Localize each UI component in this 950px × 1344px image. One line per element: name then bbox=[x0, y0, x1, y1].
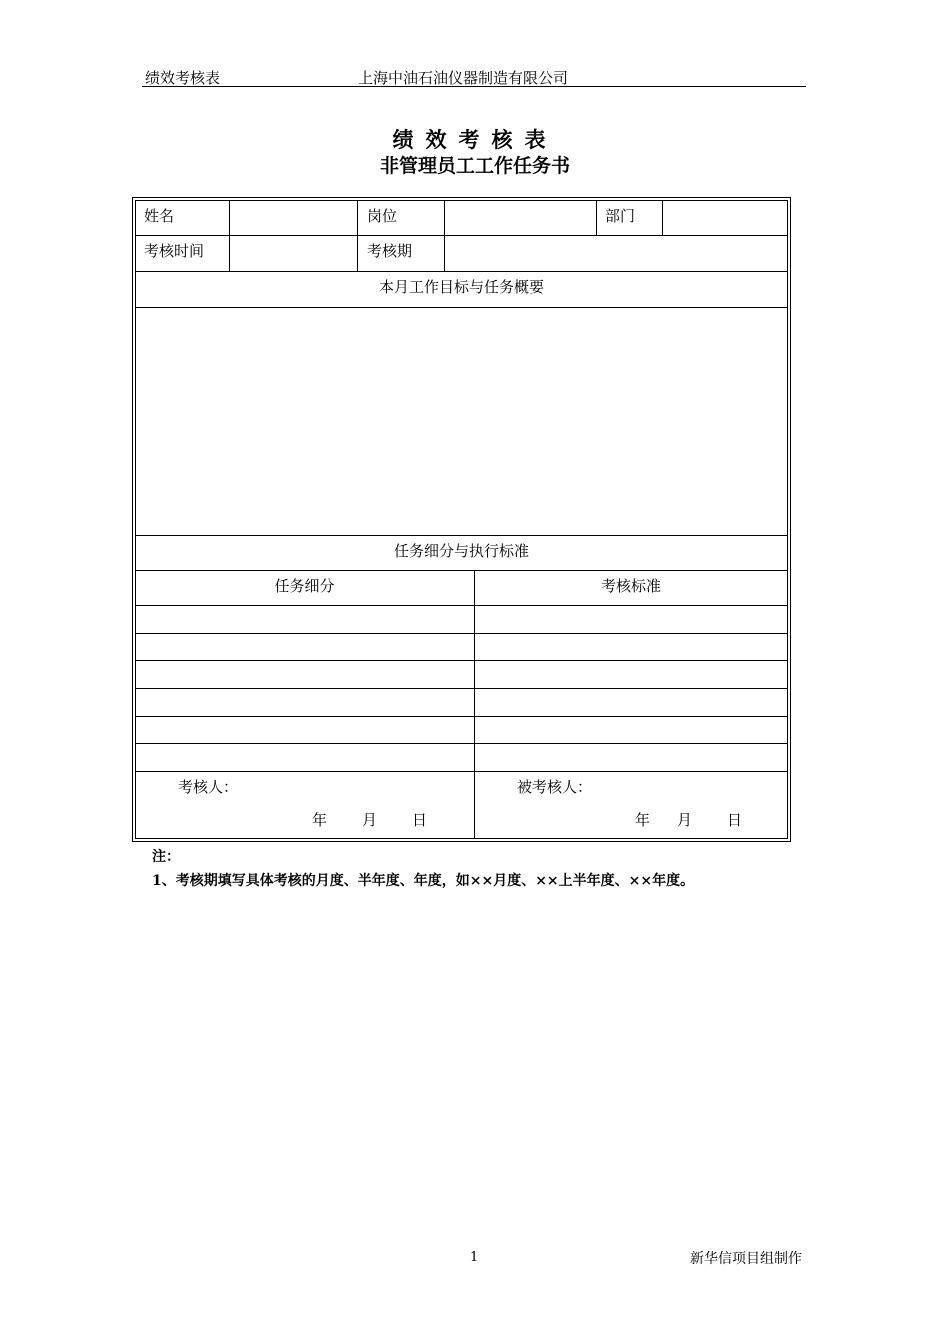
evaluator-year: 年 bbox=[312, 811, 328, 829]
form-title: 绩效考核表 bbox=[392, 127, 558, 152]
evaluator-month: 月 bbox=[362, 811, 378, 829]
row-divider bbox=[135, 271, 788, 272]
eval-period-label: 考核期 bbox=[367, 242, 413, 260]
row-divider bbox=[135, 307, 788, 308]
position-label: 岗位 bbox=[367, 207, 398, 225]
row-divider bbox=[135, 570, 788, 571]
column-divider bbox=[444, 200, 445, 271]
row-divider bbox=[135, 235, 788, 236]
row-divider bbox=[135, 633, 788, 634]
row-divider bbox=[135, 660, 788, 661]
row-divider bbox=[135, 743, 788, 744]
task-column-header: 任务细分 bbox=[274, 577, 335, 595]
header-rule bbox=[142, 86, 806, 87]
row-divider bbox=[135, 716, 788, 717]
monthly-goals-heading: 本月工作目标与任务概要 bbox=[378, 278, 544, 296]
header-left-title: 绩效考核表 bbox=[145, 69, 221, 87]
column-divider bbox=[596, 200, 597, 235]
evaluatee-month: 月 bbox=[677, 811, 693, 829]
evaluator-label: 考核人： bbox=[178, 778, 239, 796]
eval-time-label: 考核时间 bbox=[144, 242, 205, 260]
header-company: 上海中油石油仪器制造有限公司 bbox=[358, 69, 569, 87]
note-item-1: 1、考核期填写具体考核的月度、半年度、年度，如××月度、××上半年度、××年度。 bbox=[152, 873, 695, 889]
evaluator-day: 日 bbox=[412, 811, 428, 829]
page-number: 1 bbox=[470, 1250, 479, 1265]
form-subtitle: 非管理员工工作任务书 bbox=[379, 155, 570, 177]
name-label: 姓名 bbox=[144, 207, 175, 225]
column-divider bbox=[357, 200, 358, 271]
department-label: 部门 bbox=[605, 207, 636, 225]
evaluatee-label: 被考核人： bbox=[517, 778, 593, 796]
footer-credit: 新华信项目组制作 bbox=[690, 1251, 802, 1267]
column-divider bbox=[474, 570, 475, 839]
row-divider bbox=[135, 605, 788, 606]
row-divider bbox=[135, 688, 788, 689]
row-divider bbox=[135, 771, 788, 772]
column-divider bbox=[229, 200, 230, 271]
evaluatee-year: 年 bbox=[635, 811, 651, 829]
row-divider bbox=[135, 535, 788, 536]
standard-column-header: 考核标准 bbox=[600, 577, 661, 595]
evaluatee-day: 日 bbox=[727, 811, 743, 829]
column-divider bbox=[662, 200, 663, 235]
notes-title: 注： bbox=[152, 849, 180, 865]
task-breakdown-heading: 任务细分与执行标准 bbox=[393, 542, 529, 560]
